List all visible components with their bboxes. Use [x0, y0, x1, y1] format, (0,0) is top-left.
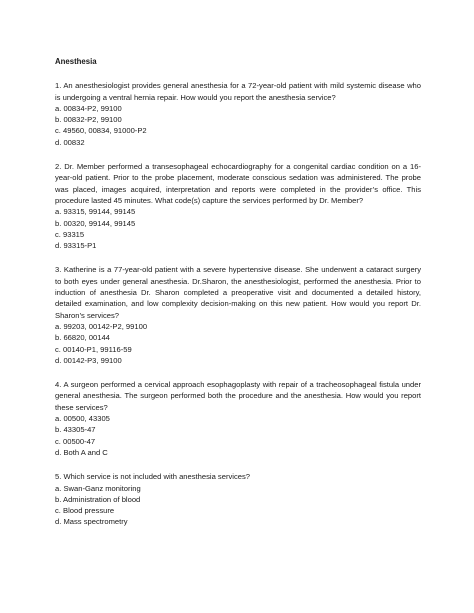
- answer-option-a: a. 99203, 00142-P2, 99100: [55, 321, 148, 331]
- answer-option-d: d. 00832: [55, 137, 85, 147]
- answer-option-d: d. Both A and C: [55, 447, 108, 457]
- answer-option-c: c. 49560, 00834, 91000-P2: [55, 126, 147, 136]
- document-title: Anesthesia: [55, 57, 97, 66]
- answer-option-a: a. 00500, 43305: [55, 414, 110, 424]
- answer-option-c: c. 00500-47: [55, 436, 96, 446]
- question-5: [55, 471, 421, 527]
- answer-option-c: c. Blood pressure: [55, 506, 115, 516]
- answer-option-b: b. Administration of blood: [55, 494, 141, 504]
- question-3: [55, 264, 421, 366]
- question-stem: 2. Dr. Member performed a transesophageal echocardiography for a congenital cardiac condition on a 16-year-old patient. Prior to the probe placement, moderate conscious sedation was administered. The probe was placed, images acquired, interpretation and reports were completed in the provider’s office. This procedure lasted 45 minutes. What code(s) capture the services performed by Dr. Member?: [55, 162, 421, 205]
- document-page: [55, 56, 421, 541]
- answer-option-b: b. 00832-P2, 99100: [55, 115, 122, 125]
- answer-option-b: b. 43305-47: [55, 425, 96, 435]
- answer-option-a: a. Swan-Ganz monitoring: [55, 483, 141, 493]
- answer-option-d: d. 00142-P3, 99100: [55, 355, 122, 365]
- question-stem: 4. A surgeon performed a cervical approach esophagoplasty with repair of a tracheosophageal fistula under general anesthesia. The surgeon performed both the procedure and the anesthesia. How would you report these services?: [55, 380, 421, 412]
- answer-option-c: c. 00140-P1, 99116-59: [55, 344, 132, 354]
- answer-option-c: c. 93315: [55, 229, 85, 239]
- question-2: [55, 161, 421, 251]
- question-stem: 3. Katherine is a 77-year-old patient with a severe hypertensive disease. She underwent a cataract surgery to both eyes under general anesthesia. Dr.Sharon, the anesthesiologist, performed the anesthesia. Prior to induction of anesthesia Dr. Sharon completed a preoperative visit and documented a detailed history, detailed examination, and low complexity decision-making on this new patient. How would you report Dr. Sharon’s services?: [55, 265, 421, 320]
- question-stem: 5. Which service is not included with anesthesia services?: [55, 472, 250, 482]
- answer-option-d: d. Mass spectrometry: [55, 517, 128, 527]
- answer-option-b: b. 66820, 00144: [55, 333, 110, 343]
- answer-option-a: a. 93315, 99144, 99145: [55, 207, 136, 217]
- answer-option-d: d. 93315-P1: [55, 241, 97, 251]
- question-4: [55, 379, 421, 458]
- answer-option-a: a. 00834-P2, 99100: [55, 103, 122, 113]
- question-stem: 1. An anesthesiologist provides general anesthesia for a 72-year-old patient with mild systemic disease who is undergoing a ventral hernia repair. How would you report the anesthesia service?: [55, 81, 421, 102]
- answer-option-b: b. 00320, 99144, 99145: [55, 218, 136, 228]
- question-1: [55, 80, 421, 148]
